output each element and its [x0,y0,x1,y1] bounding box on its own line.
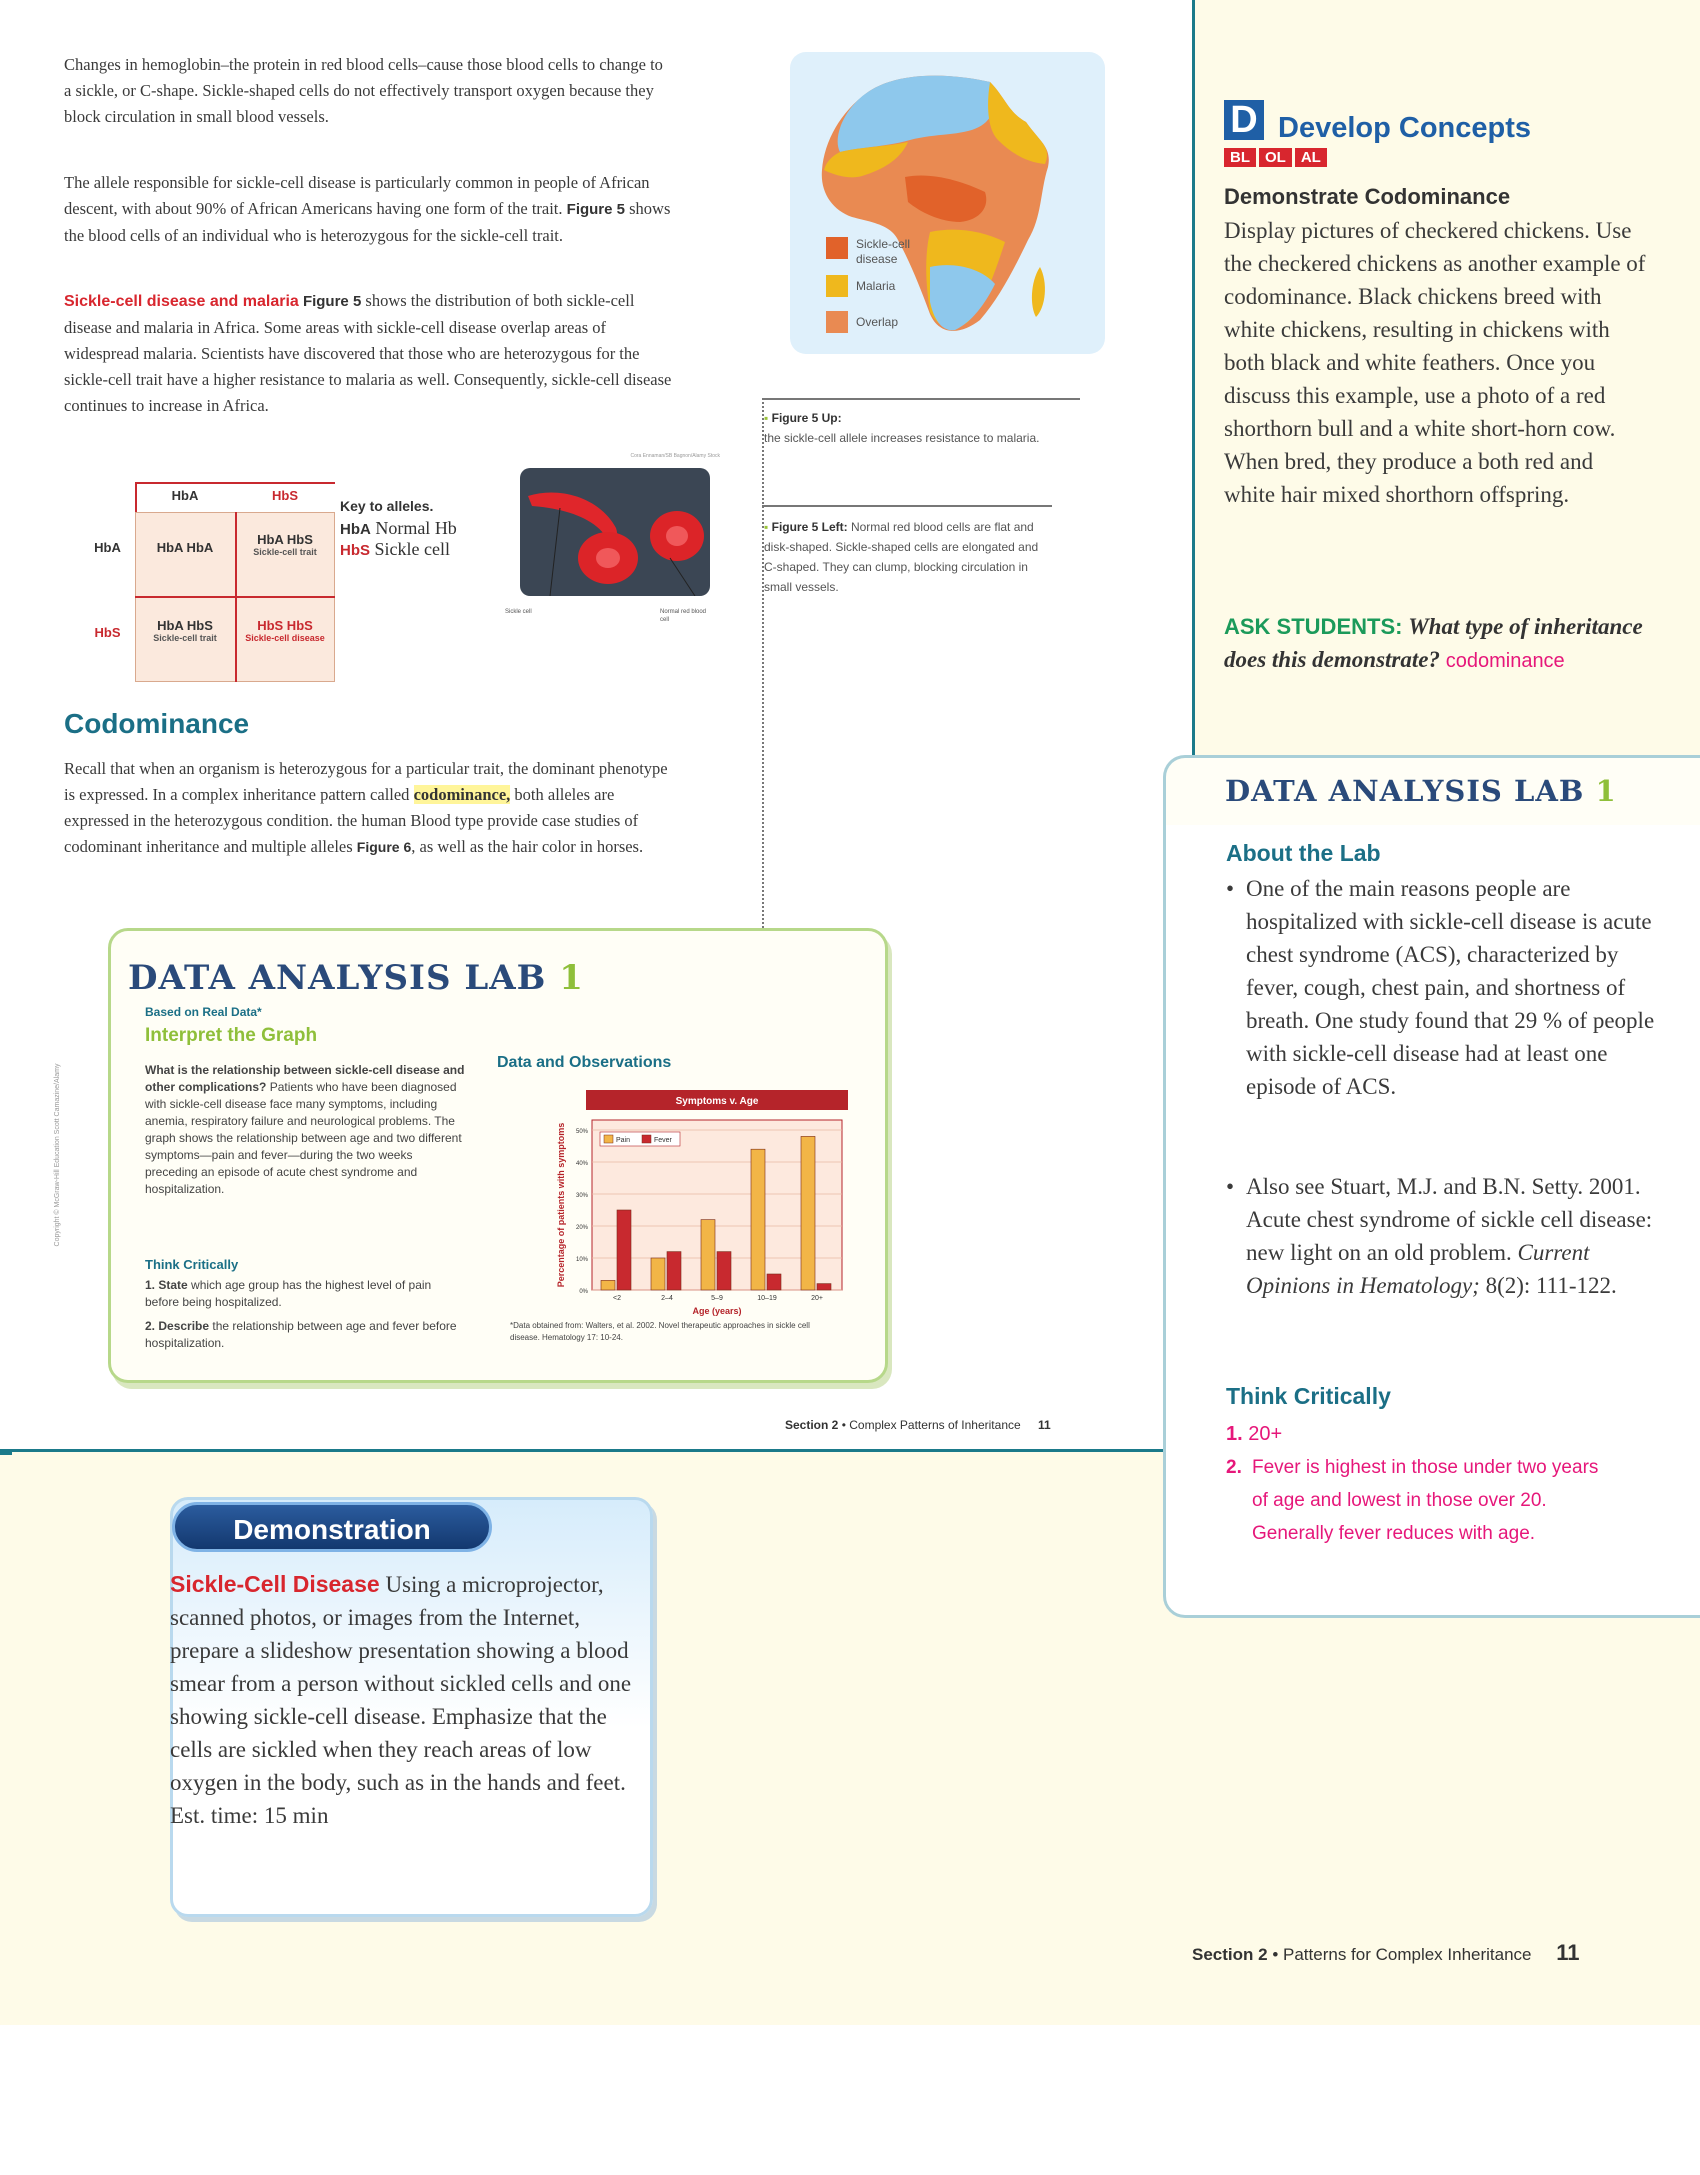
lab1-number: 1 [559,958,584,998]
a2-num: 2. [1226,1457,1242,1478]
lab1-intro [145,1062,465,1198]
codom-text: , as well as the hair color in horses. [411,837,644,856]
lab1-title-text: DATA ANALYSIS LAB [128,958,547,998]
phenotype: Sickle-cell disease [245,633,325,643]
madagascar [1032,267,1045,317]
y-tick-label: 30% [575,1193,588,1199]
chart-svg [522,1082,852,1322]
blood-cell-graphic [520,468,710,596]
punnett-col-a: HbA [171,488,199,503]
cell-center [596,548,620,568]
lab2-answer-1 [1226,1418,1646,1451]
legend-item-sickle [826,237,916,267]
para3-text: shows the distribution of both sickle-cell disease and malaria in Africa. Some areas with sickle-cell disease overlap areas of widespread malaria. Scientists have discovered that those who are heterozygous for the sickle-cell trait have a higher resistance to malaria as well. Consequently, sickle-cell disease continues to increase in Africa. [64,291,672,415]
footer-section: Section 2 [785,1418,839,1432]
demonstration-pill: Demonstration [172,1502,492,1552]
caption-label: Figure 5 Up: [771,411,842,425]
bullet2-main: Also see Stuart, M.J. and B.N. Setty. 2001. Acute chest syndrome of sickle cell disease: new light on an old problem. [1246,1174,1653,1265]
figure-ref: Figure 6 [356,839,412,855]
q1-verb: State [158,1278,188,1292]
develop-concepts-heading: Develop Concepts [1278,112,1531,144]
about-the-lab-heading: About the Lab [1226,840,1381,866]
pointer-line [550,508,560,596]
q2-verb: Describe [158,1319,210,1333]
legend-label: Sickle-cell disease [856,237,911,266]
lab1-based: Based on Real Data* [145,1005,262,1019]
blood-cell-photo [520,468,710,596]
q2-text: the relationship between age and fever before hospitalization. [145,1319,457,1350]
badge-al: AL [1295,148,1327,167]
demonstration-body: Using a microprojector, scanned photos, or images from the Internet, prepare a slideshow presentation showing a blood smear from a person without sickled cells and one showing sickle-cell disease. Emphasize that the cells are sickled when they reach areas of low oxygen in the body, such as in the hands and feet. [170,1572,632,1795]
malaria-heading: Sickle-cell disease and malaria [64,293,299,310]
bar-pain [751,1149,765,1290]
punnett-cell-sa [140,618,230,643]
punnett-cell-aa: HbA HbA [156,540,214,555]
ask-question: What type of inheritance does this demonstrate? [1224,614,1643,672]
lab2-bullet-2: • Also see Stuart, M.J. and B.N. Setty. 2001. Acute chest syndrome of sickle cell disease: new light on an old problem. Current Opinions in Hematology; 8(2): 111-122. [1226,1170,1656,1302]
footer-title: • Complex Patterns of Inheritance [841,1418,1021,1432]
legend-item-malaria [826,275,916,297]
punnett-line [135,482,335,484]
punnett-col-s: HbS [272,488,298,503]
lab1-question: What is the relationship between sickle-cell disease and other complications? [145,1063,465,1094]
paragraph-malaria [64,288,674,419]
copyright-side: Copyright © McGraw-Hill Education Scott Camazine/Alamy [54,1063,61,1247]
bar-fever [717,1252,731,1290]
key-code: HbS [340,542,370,559]
key-normal [340,518,500,539]
lab1-q1 [145,1277,465,1311]
para2-text: The allele responsible for sickle-cell disease is particularly common in people of African descent, with about 90% of African Americans having one form of the trait. [64,173,650,218]
bar-pain [601,1280,615,1290]
pointer-line [670,558,695,596]
sickle-cell-label: Sickle cell [505,609,532,615]
genotype: HbA HbS [257,532,313,547]
map-legend [826,237,916,333]
normal-cell-label: Normal red blood cell [660,609,707,623]
left-footer [785,1418,1051,1432]
caption-rule [762,398,1080,400]
paragraph-allele [64,170,674,249]
y-tick-label: 40% [575,1161,588,1167]
demonstrate-codominance-heading: Demonstrate Codominance [1224,184,1511,209]
phenotype: Sickle-cell trait [153,633,217,643]
para1-text: Changes in hemoglobin–the protein in red blood cells–cause those blood cells to change to a sickle, or C-shape. Sickle-shaped cells do not effectively transport oxygen because they block circulation in small blood vessels. [64,55,663,126]
x-tick-label: <2 [613,1295,621,1302]
lab2-bullet-1: • One of the main reasons people are hospitalized with sickle-cell disease is acute chest syndrome (ACS), characterized by fever, cough, chest pain, and shortness of breath. One study found that 29 % of people with sickle-cell disease had at least one episode of ACS. [1226,872,1656,1103]
bullet1-text: One of the main reasons people are hospitalized with sickle-cell disease is acute chest syndrome (ACS), characterized by fever, cough, chest pain, and shortness of breath. One study found that 29 % of people with sickle-cell disease had at least one episode of ACS. [1246,876,1655,1099]
y-tick-label: 10% [575,1257,588,1263]
para2-tail: shows the blood cells of an individual who is heterozygous for the sickle-cell trait. [64,199,671,245]
lab1-footnote: *Data obtained from: Walters, et al. 2002. Novel therapeutic approaches in sickle cell disease. Hematology 17: 10-24. [510,1321,810,1342]
lab1-think: Think Critically [145,1257,239,1272]
footer2-page: 11 [1556,1940,1580,1965]
bar-fever [767,1274,781,1290]
codominance-term: codominance, [413,785,511,804]
lab1-title [128,958,584,998]
punnett-cell-ss [240,618,330,643]
dotted-divider [762,398,764,948]
x-tick-label: 2–4 [661,1295,673,1302]
badge-ol: OL [1259,148,1292,167]
legend-swatch [826,311,848,333]
genotype: HbA HbS [157,618,213,633]
bar-fever [617,1210,631,1290]
caption-text: the sickle-cell allele increases resistance to malaria. [764,431,1040,445]
figure-ref: Figure 5 [566,201,626,218]
lab1-q2 [145,1318,465,1352]
figure5-left-caption: ▪ Figure 5 Left: Normal red blood cells are flat and disk-shaped. Sickle-shaped cells are elongated and C-shaped. They can clump, blocking circulation in small vessels. [764,520,1039,594]
q2-num: 2. [145,1319,156,1333]
cell-center [666,526,688,546]
phenotype: Sickle-cell trait [253,547,317,557]
key-text: Normal Hb [375,518,457,538]
key-text: Sickle cell [374,539,450,559]
bullet2-journal: Current Opinions in Hematology; [1246,1240,1590,1298]
caption-label: Figure 5 Left: [771,520,848,534]
paragraph-hemoglobin [64,52,674,130]
x-axis-label: Age (years) [692,1306,742,1316]
copyright-side-wrapper [48,980,62,1340]
footer-page: 11 [1038,1418,1051,1432]
key-sickle [340,539,500,560]
caption-text: Normal red blood cells are flat and disk-shaped. Sickle-shaped cells are elongated and C-shaped. They can clump, blocking circulation in small vessels. [764,520,1039,594]
codominance-heading: Codominance [64,708,250,739]
ask-students [1224,610,1649,678]
bar-fever [667,1252,681,1290]
footer2-section: Section 2 [1192,1945,1268,1964]
genotype: HbS HbS [257,618,313,633]
allele-key [340,498,500,560]
legend-label: Malaria [856,279,896,293]
legend-swatch [826,237,848,259]
punnett-cell-as [240,532,330,557]
photo-credit: Cora Ennaman/SB Bagnon/Alamy Stock [630,453,720,459]
chart-title: Symptoms v. Age [675,1096,759,1107]
caption-rule [762,505,1052,507]
punnett-row-s: HbS [94,625,121,640]
edge-tick [0,1450,12,1455]
y-tick-label: 20% [575,1225,588,1231]
africa-map [790,52,1105,354]
x-tick-label: 5–9 [711,1295,723,1302]
y-tick-label: 50% [575,1129,588,1135]
x-tick-label: 10–19 [757,1295,777,1302]
lab2-number: 1 [1595,774,1617,808]
a1-num: 1. [1226,1423,1243,1445]
demonstration-heading: Sickle-Cell Disease [170,1571,380,1597]
legend-item-overlap [826,311,916,333]
lab2-title [1225,774,1617,808]
ask-students-label: ASK STUDENTS: [1224,614,1403,639]
y-tick-label: 0% [579,1289,588,1295]
q1-text: which age group has the highest level of pain before being hospitalized. [145,1278,432,1309]
figure-ref: Figure 5 [302,293,362,310]
lab2-think-critically: Think Critically [1226,1383,1391,1409]
legend-swatch [826,275,848,297]
footer2-title: • Patterns for Complex Inheritance [1272,1945,1532,1964]
punnett-square [85,470,335,690]
legend-swatch-fever [642,1135,651,1143]
d-letter-badge: D [1224,100,1264,140]
a2-text: Fever is highest in those under two years of age and lowest in those over 20. Generally fever reduces with age. [1252,1457,1599,1544]
punnett-row-a: HbA [94,540,121,555]
right-footer [1192,1940,1580,1966]
y-axis-label: Percentage of patients with symptoms [556,1122,566,1288]
x-tick-label: 20+ [811,1295,823,1302]
lab1-intro-text: Patients who have been diagnosed with sickle-cell disease face many symptoms, including anemia, respiratory failure and neurological problems. The graph shows the relationship between age and two different symptoms—pain and fever—during the two weeks preceding an episode of acute chest syndrome and hospitalization. [145,1080,462,1196]
bullet2-tail: 8(2): 111-122. [1485,1273,1617,1298]
data-observations-heading: Data and Observations [497,1054,672,1071]
a1-text: 20+ [1248,1423,1283,1445]
level-badges [1224,148,1327,167]
figure5-up-caption: ▪ Figure 5 Up: the sickle-cell allele increases resistance to malaria. [764,411,1040,445]
key-code: HbA [340,521,371,538]
legend-label: Overlap [856,315,899,329]
punnett-line [135,596,335,598]
lab2-title-text: DATA ANALYSIS LAB [1225,774,1585,808]
ask-answer: codominance [1445,650,1565,672]
demonstration-time: Est. time: 15 min [170,1803,329,1828]
q1-num: 1. [145,1278,156,1292]
codom-text: both alleles are expressed in the heterozygous condition. the human Blood type provide case studies of codominant inheritance and multiple alleles [64,785,639,856]
badge-bl: BL [1224,148,1256,167]
key-title: Key to alleles. [340,498,434,514]
bullet2-text [1246,1170,1656,1302]
bar-fever [817,1284,831,1290]
legend-label-fever: Fever [654,1137,672,1144]
bar-pain [801,1136,815,1290]
legend-swatch-pain [604,1135,613,1143]
symptoms-chart [522,1082,852,1322]
lab1-subtitle: Interpret the Graph [145,1025,318,1046]
paragraph-codominance [64,756,674,860]
codominance-activity-text: Display pictures of checkered chickens. Use the checkered chickens as another example of codominance. Black chickens breed with white chickens, resulting in chickens with both black and white feathers. Once you discuss this example, use a photo of a red shorthorn bull and a white short-horn cow. When bred, they produce a both red and white hair mixed shorthorn offspring. [1224,218,1646,507]
legend-label-pain: Pain [616,1137,631,1144]
lab2-answer-2 [1226,1451,1606,1550]
demonstration-text [170,1568,640,1832]
bar-pain [651,1258,665,1290]
bar-pain [701,1220,715,1290]
codom-text: Recall that when an organism is heterozygous for a particular trait, the dominant phenotype is expressed. In a complex inheritance pattern called [64,759,668,804]
